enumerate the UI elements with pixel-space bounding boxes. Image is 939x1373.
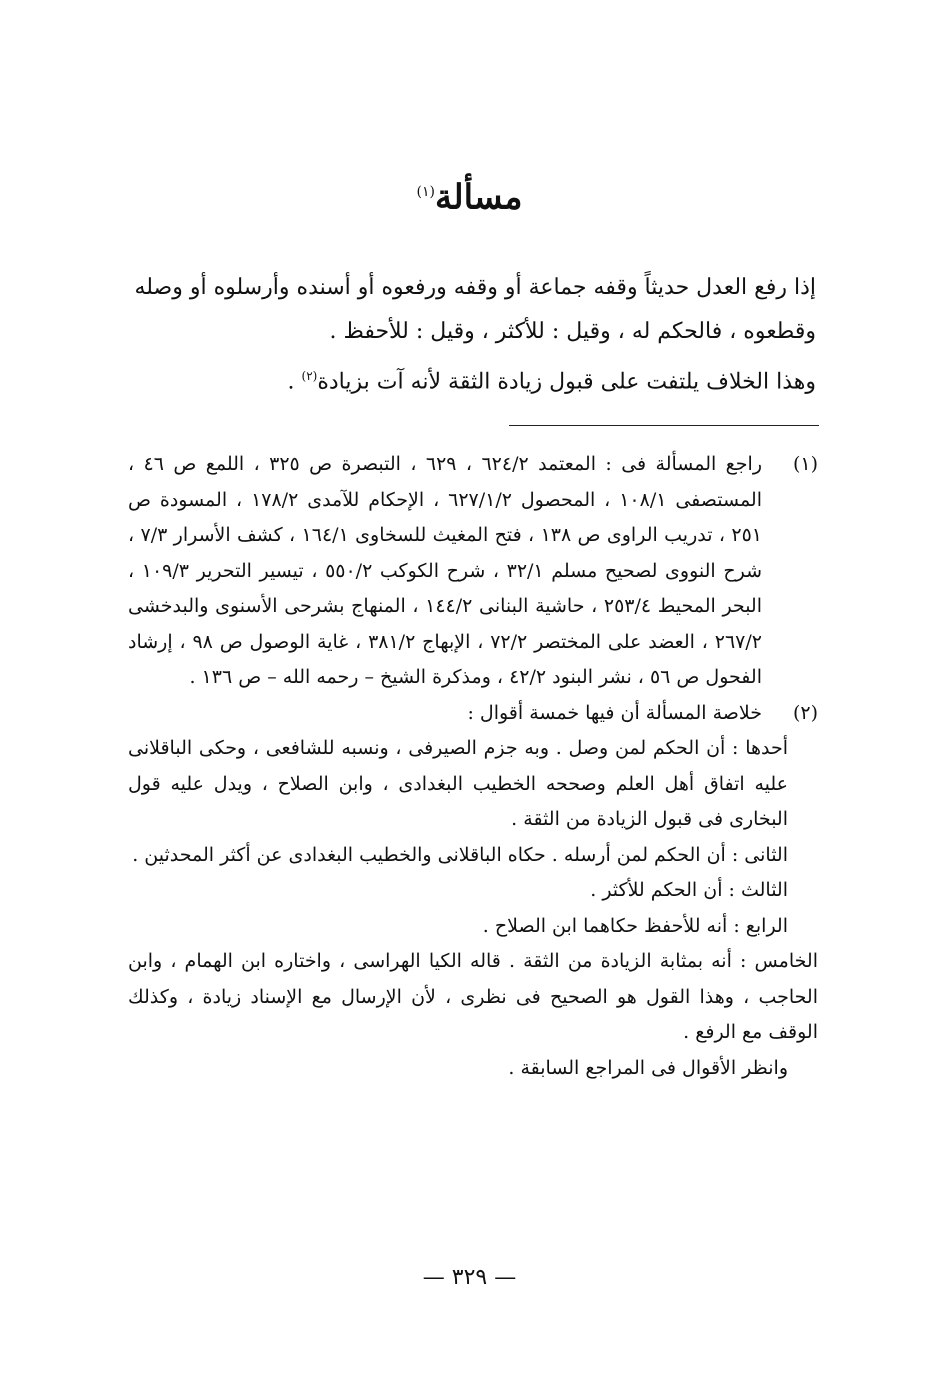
footnote-2-body (128, 731, 818, 1086)
footnote-separator (509, 425, 819, 426)
footnote-2 (128, 696, 818, 732)
title-footnote-ref: (١) (416, 184, 435, 200)
footnote-1-text: راجع المسألة فى : المعتمد ٦٢٤/٢ ، ٦٢٩ ، التبصرة ص ٣٢٥ ، اللمع ص ٤٦ ، المستصفى ١٠٨/١ ، المحصول ٦٢٧/١/٢ ، الإحكام للآمدى ١٧٨/٢ ، المسودة ص ٢٥١ ، تدريب الراوى ص ١٣٨ ، فتح المغيث للسخاوى ١٦٤/١ ، كشف الأسرار ٧/٣ ، شرح النووى لصحيح مسلم ٣٢/١ ، شرح الكوكب ٥٥٠/٢ ، تيسير التحرير ١٠٩/٣ ، البحر المحيط ٢٥٣/٤ ، حاشية البنانى ١٤٤/٢ ، المنهاج بشرحى الأسنوى والبدخشى ٢٦٧/٢ ، العضد على المختصر ٧٢/٢ ، الإبهاج ٣٨١/٢ ، غاية الوصول ص ٩٨ ، إرشاد الفحول ص ٥٦ ، نشر البنود ٤٢/٢ ، ومذكرة الشيخ – رحمه الله – ص ١٣٦ . (128, 453, 763, 688)
footnote-1-number: (١) (792, 453, 818, 475)
main-text-line-1: إذا رفع العدل حديثاً وقفه جماعة أو وقفه ورفعوه أو أسنده وأرسلوه أو وصله (134, 275, 816, 300)
footnote-2-opinion-2-text: الثانى : أن الحكم لمن أرسله . حكاه الباقلانى والخطيب البغدادى عن أكثر المحدثين . (132, 843, 788, 866)
main-text-line-2: وقطعوه ، فالحكم له ، وقيل : للأكثر ، وقيل : للأحفظ . (329, 319, 816, 344)
footnote-2-closing-text: وانظر الأقوال فى المراجع السابقة . (508, 1056, 788, 1079)
footnote-2-opinion-3-text: الثالث : أن الحكم للأكثر . (590, 879, 788, 901)
footnote-1 (128, 447, 818, 696)
footnote-2-intro: خلاصة المسألة أن فيها خمسة أقوال : (467, 701, 762, 724)
main-text-footnote-ref: (٢) (301, 369, 318, 383)
main-text-line-3 (128, 354, 816, 404)
footnote-2-opinion-1-text: أحدها : أن الحكم لمن وصل . وبه جزم الصيرفى ، ونسبه للشافعى ، وحكى الباقلانى عليه اتفاق أهل العلم وصححه الخطيب البغدادى ، وابن الصلاح ، ويدل عليه قول البخارى فى قبول الزيادة من الثقة . (128, 737, 788, 830)
section-title (0, 168, 939, 221)
footnotes (128, 447, 818, 1086)
page-number: — ٣٢٩ — (422, 1265, 517, 1290)
title-text: مسألة (434, 177, 523, 218)
footnote-2-opinion-5-text: الخامس : أنه بمثابة الزيادة من الثقة . قاله الكيا الهراسى ، واختاره ابن الهمام ، وابن الحاجب ، وهذا القول هو الصحيح فى نظرى ، لأن الإرسال مع الإسناد زيادة ، وكذلك الوقف مع الرفع . (128, 950, 818, 1043)
footnote-2-opinion-4 (128, 909, 818, 945)
footnote-2-closing (128, 1051, 818, 1087)
main-text-line-3-end: . (287, 369, 302, 395)
footnote-2-opinion-3 (128, 873, 818, 909)
footnote-2-opinion-2 (128, 838, 818, 874)
main-text-line-3-body: وهذا الخلاف يلتفت على قبول زيادة الثقة لأنه آت بزيادة (317, 369, 816, 395)
main-text (128, 266, 816, 404)
footnote-2-opinion-1 (128, 731, 818, 838)
footnote-2-number: (٢) (792, 701, 818, 724)
footnote-2-opinion-5 (128, 944, 818, 1051)
footnote-2-opinion-4-text: الرابع : أنه للأحفظ حكاهما ابن الصلاح . (482, 914, 788, 937)
